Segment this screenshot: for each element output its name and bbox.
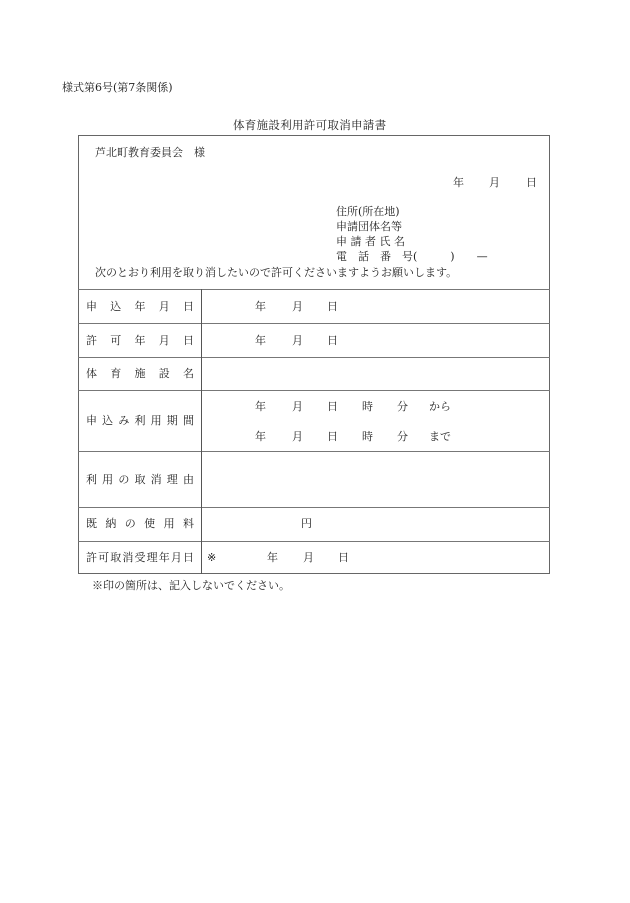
period-end-minute[interactable]: 分 xyxy=(397,430,408,443)
label-usage-period: 申 込 み 利 用 期 間 xyxy=(86,414,194,427)
form-number-label: 様式第6号(第7条関係) xyxy=(62,81,173,94)
date-year-field[interactable]: 年 xyxy=(453,176,464,189)
row-divider xyxy=(78,390,550,391)
label-acceptance-date: 許 可 取 消 受 理 年 月 日 xyxy=(86,551,194,564)
label-application-date: 申 込 年 月 日 xyxy=(86,300,194,313)
period-start-suffix: から xyxy=(429,400,451,413)
period-start-minute[interactable]: 分 xyxy=(397,400,408,413)
application-date-year[interactable]: 年 xyxy=(255,300,266,313)
phone-field[interactable]: 電 話 番 号( ) — xyxy=(336,250,488,263)
period-end-day[interactable]: 日 xyxy=(327,430,338,443)
row-divider xyxy=(78,541,550,542)
fee-paid-yen[interactable]: 円 xyxy=(301,517,312,530)
application-date-day[interactable]: 日 xyxy=(327,300,338,313)
period-end-hour[interactable]: 時 xyxy=(362,430,373,443)
row-divider xyxy=(78,323,550,324)
application-form-frame xyxy=(78,135,550,574)
row-divider xyxy=(78,289,550,290)
period-start-year[interactable]: 年 xyxy=(255,400,266,413)
period-end-year[interactable]: 年 xyxy=(255,430,266,443)
column-divider xyxy=(201,289,202,574)
label-facility-name: 体 育 施 設 名 xyxy=(86,367,194,380)
address-field[interactable]: 住所(所在地) xyxy=(336,205,400,218)
addressee: 芦北町教育委員会 様 xyxy=(95,146,205,159)
period-start-month[interactable]: 月 xyxy=(292,400,303,413)
date-month-field[interactable]: 月 xyxy=(489,176,500,189)
acceptance-date-day: 日 xyxy=(338,551,349,564)
label-cancellation-reason: 利 用 の 取 消 理 由 xyxy=(86,473,194,486)
document-title: 体育施設利用許可取消申請書 xyxy=(233,118,387,132)
period-end-suffix: まで xyxy=(429,430,451,443)
period-start-day[interactable]: 日 xyxy=(327,400,338,413)
label-permit-date: 許 可 年 月 日 xyxy=(86,334,194,347)
label-fee-paid: 既 納 の 使 用 料 xyxy=(86,517,194,530)
office-use-marker: ※ xyxy=(207,551,217,564)
request-statement: 次のとおり利用を取り消したいので許可くださいますようお願いします。 xyxy=(95,266,458,279)
permit-date-month[interactable]: 月 xyxy=(292,334,303,347)
organization-field[interactable]: 申請団体名等 xyxy=(336,220,402,233)
cancellation-reason-field[interactable] xyxy=(203,452,549,506)
row-divider xyxy=(78,507,550,508)
acceptance-date-month: 月 xyxy=(303,551,314,564)
date-day-field[interactable]: 日 xyxy=(526,176,537,189)
permit-date-day[interactable]: 日 xyxy=(327,334,338,347)
applicant-name-field[interactable]: 申 請 者 氏 名 xyxy=(336,235,405,248)
period-start-hour[interactable]: 時 xyxy=(362,400,373,413)
footnote: ※印の箇所は、記入しないでください。 xyxy=(92,579,290,592)
acceptance-date-year: 年 xyxy=(267,551,278,564)
permit-date-year[interactable]: 年 xyxy=(255,334,266,347)
application-date-month[interactable]: 月 xyxy=(292,300,303,313)
facility-name-field[interactable] xyxy=(203,358,549,389)
period-end-month[interactable]: 月 xyxy=(292,430,303,443)
